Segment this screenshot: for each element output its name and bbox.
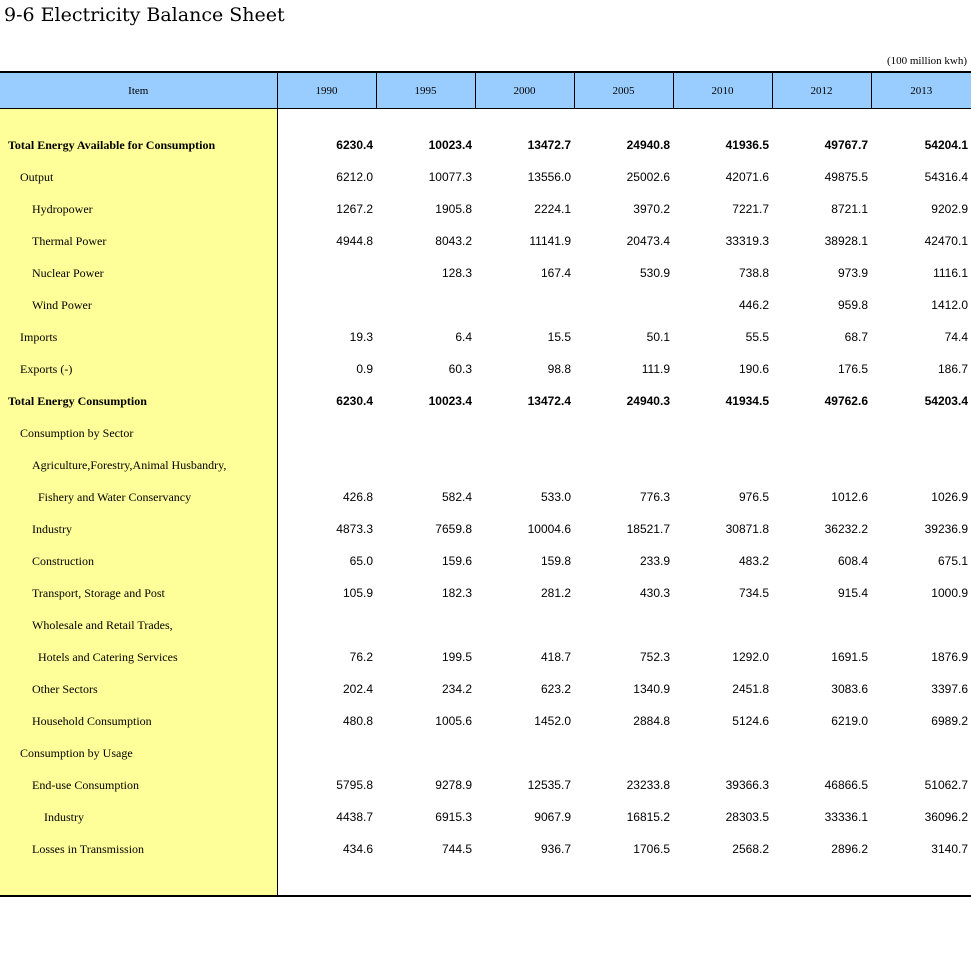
value-cell: 1267.2 xyxy=(336,202,373,216)
value-cell xyxy=(574,609,673,641)
value-cell: 13472.7 xyxy=(527,138,571,152)
value-cell: 1876.9 xyxy=(931,650,968,664)
value-cell xyxy=(772,449,871,481)
value-cell xyxy=(376,449,475,481)
value-cell xyxy=(277,609,376,641)
value-cell: 434.6 xyxy=(342,842,373,856)
value-cell: 2884.8 xyxy=(633,714,670,728)
table-row xyxy=(0,513,971,545)
spacer-row xyxy=(0,865,971,896)
value-cell: 976.5 xyxy=(738,490,769,504)
header-year: 2010 xyxy=(673,72,772,109)
value-cell xyxy=(277,289,376,321)
value-cell: 7221.7 xyxy=(732,202,769,216)
row-label: Industry xyxy=(0,513,277,545)
value-cell: 202.4 xyxy=(342,682,373,696)
value-cell: 190.6 xyxy=(738,362,769,376)
value-cell: 6212.0 xyxy=(336,170,373,184)
row-label: Total Energy Available for Consumption xyxy=(0,129,277,161)
value-cell xyxy=(277,449,376,481)
value-cell: 11141.9 xyxy=(529,234,571,248)
table-row xyxy=(0,449,971,481)
row-label: Consumption by Sector xyxy=(0,417,277,449)
value-cell xyxy=(277,257,376,289)
table-row xyxy=(0,353,971,385)
value-cell: 128.3 xyxy=(441,266,472,280)
row-label: Agriculture,Forestry,Animal Husbandry, xyxy=(0,449,277,481)
table-row xyxy=(0,289,971,321)
value-cell: 33319.3 xyxy=(725,234,769,248)
value-cell xyxy=(574,417,673,449)
table-row xyxy=(0,321,971,353)
row-label: Construction xyxy=(0,545,277,577)
value-cell: 25002.6 xyxy=(626,170,670,184)
table-row xyxy=(0,161,971,193)
value-cell: 4438.7 xyxy=(336,810,373,824)
table-row xyxy=(0,737,971,769)
value-cell: 2451.8 xyxy=(732,682,769,696)
value-cell: 24940.8 xyxy=(626,138,670,152)
value-cell: 6989.2 xyxy=(931,714,968,728)
value-cell: 530.9 xyxy=(639,266,670,280)
value-cell: 98.8 xyxy=(547,362,571,376)
value-cell xyxy=(475,449,574,481)
value-cell: 19.3 xyxy=(349,330,373,344)
value-cell: 1000.9 xyxy=(931,586,968,600)
row-label: Total Energy Consumption xyxy=(0,385,277,417)
value-cell: 54203.4 xyxy=(924,394,968,408)
value-cell: 49875.5 xyxy=(824,170,868,184)
value-cell xyxy=(772,737,871,769)
value-cell: 10023.4 xyxy=(428,138,472,152)
row-label: Fishery and Water Conservancy xyxy=(0,481,277,513)
table-row xyxy=(0,545,971,577)
value-cell: 39236.9 xyxy=(924,522,968,536)
value-cell: 167.4 xyxy=(540,266,571,280)
value-cell: 2224.1 xyxy=(534,202,571,216)
value-cell: 1116.1 xyxy=(933,266,968,280)
row-label: Household Consumption xyxy=(0,705,277,737)
value-cell: 6230.4 xyxy=(336,394,373,408)
value-cell: 752.3 xyxy=(639,650,670,664)
value-cell: 936.7 xyxy=(540,842,571,856)
value-cell xyxy=(673,417,772,449)
value-cell: 159.6 xyxy=(441,554,472,568)
header-year: 2005 xyxy=(574,72,673,109)
value-cell: 33336.1 xyxy=(824,810,868,824)
value-cell xyxy=(574,289,673,321)
value-cell: 483.2 xyxy=(738,554,769,568)
value-cell: 13472.4 xyxy=(527,394,571,408)
row-label: Imports xyxy=(0,321,277,353)
value-cell: 1905.8 xyxy=(435,202,472,216)
value-cell: 41936.5 xyxy=(725,138,769,152)
value-cell: 42470.1 xyxy=(924,234,968,248)
table-row xyxy=(0,225,971,257)
value-cell: 54316.4 xyxy=(924,170,968,184)
value-cell: 36096.2 xyxy=(924,810,968,824)
value-cell: 10023.4 xyxy=(428,394,472,408)
value-cell: 734.5 xyxy=(738,586,769,600)
value-cell: 5124.6 xyxy=(732,714,769,728)
value-cell: 608.4 xyxy=(837,554,868,568)
header-year: 1995 xyxy=(376,72,475,109)
value-cell: 10004.6 xyxy=(527,522,571,536)
value-cell: 55.5 xyxy=(745,330,769,344)
value-cell xyxy=(475,417,574,449)
value-cell: 30871.8 xyxy=(725,522,769,536)
value-cell: 973.9 xyxy=(837,266,868,280)
table-row xyxy=(0,609,971,641)
row-label: Transport, Storage and Post xyxy=(0,577,277,609)
value-cell: 9202.9 xyxy=(931,202,968,216)
value-cell: 74.4 xyxy=(944,330,968,344)
table-row xyxy=(0,193,971,225)
value-cell xyxy=(277,417,376,449)
table-row xyxy=(0,769,971,801)
header-item: Item xyxy=(0,72,277,109)
value-cell: 430.3 xyxy=(639,586,670,600)
row-label: Exports (-) xyxy=(0,353,277,385)
value-cell: 65.0 xyxy=(349,554,373,568)
value-cell: 915.4 xyxy=(837,586,868,600)
value-cell: 186.7 xyxy=(937,362,968,376)
value-cell: 3083.6 xyxy=(831,682,868,696)
header-year: 2000 xyxy=(475,72,574,109)
value-cell: 1706.5 xyxy=(633,842,670,856)
value-cell xyxy=(475,289,574,321)
value-cell: 675.1 xyxy=(937,554,968,568)
row-label: Output xyxy=(0,161,277,193)
value-cell: 6915.3 xyxy=(435,810,472,824)
table-row xyxy=(0,801,971,833)
value-cell xyxy=(772,609,871,641)
value-cell: 3970.2 xyxy=(633,202,670,216)
table-row xyxy=(0,481,971,513)
value-cell: 2568.2 xyxy=(732,842,769,856)
row-label: Other Sectors xyxy=(0,673,277,705)
value-cell: 49762.6 xyxy=(824,394,868,408)
value-cell: 1452.0 xyxy=(534,714,571,728)
value-cell xyxy=(376,289,475,321)
value-cell: 23233.8 xyxy=(626,778,670,792)
value-cell: 1026.9 xyxy=(931,490,968,504)
value-cell xyxy=(673,609,772,641)
value-cell: 2896.2 xyxy=(831,842,868,856)
value-cell: 46866.5 xyxy=(824,778,868,792)
balance-table xyxy=(0,71,971,897)
value-cell xyxy=(871,417,971,449)
table-row xyxy=(0,641,971,673)
value-cell: 5795.8 xyxy=(336,778,373,792)
item-cell xyxy=(0,109,277,130)
table-row xyxy=(0,833,971,865)
table-row xyxy=(0,257,971,289)
value-cell: 623.2 xyxy=(540,682,571,696)
unit-label: (100 million kwh) xyxy=(886,55,967,67)
value-cell xyxy=(673,449,772,481)
value-cell: 68.7 xyxy=(844,330,868,344)
value-cell: 6219.0 xyxy=(831,714,868,728)
value-cell xyxy=(574,449,673,481)
value-cell: 199.5 xyxy=(441,650,472,664)
value-cell: 744.5 xyxy=(441,842,472,856)
page-title: 9-6 Electricity Balance Sheet xyxy=(4,4,285,26)
value-cell: 1012.6 xyxy=(831,490,868,504)
value-cell: 39366.3 xyxy=(725,778,769,792)
row-label: Industry xyxy=(0,801,277,833)
value-cell: 9278.9 xyxy=(435,778,472,792)
value-cell: 42071.6 xyxy=(725,170,769,184)
row-label: Hydropower xyxy=(0,193,277,225)
value-cell xyxy=(574,737,673,769)
value-cell: 16815.2 xyxy=(626,810,670,824)
value-cell: 60.3 xyxy=(448,362,472,376)
value-cell xyxy=(475,737,574,769)
row-label: Wholesale and Retail Trades, xyxy=(0,609,277,641)
value-cell: 18521.7 xyxy=(626,522,670,536)
value-cell: 50.1 xyxy=(646,330,670,344)
value-cell: 0.9 xyxy=(356,362,373,376)
value-cell: 1005.6 xyxy=(435,714,472,728)
value-cell: 7659.8 xyxy=(435,522,472,536)
value-cell: 281.2 xyxy=(540,586,571,600)
value-cell: 234.2 xyxy=(441,682,472,696)
value-cell: 49767.7 xyxy=(824,138,868,152)
value-cell xyxy=(871,609,971,641)
value-cell: 54204.1 xyxy=(924,138,968,152)
value-cell: 8043.2 xyxy=(435,234,472,248)
value-cell xyxy=(871,737,971,769)
value-cell: 20473.4 xyxy=(626,234,670,248)
table-row xyxy=(0,673,971,705)
row-label: Nuclear Power xyxy=(0,257,277,289)
value-cell: 28303.5 xyxy=(725,810,769,824)
value-cell xyxy=(376,609,475,641)
value-cell: 51062.7 xyxy=(924,778,968,792)
value-cell xyxy=(871,449,971,481)
header-year: 2012 xyxy=(772,72,871,109)
table-row xyxy=(0,385,971,417)
value-cell: 3397.6 xyxy=(931,682,968,696)
value-cell xyxy=(673,737,772,769)
row-label: Consumption by Usage xyxy=(0,737,277,769)
value-cell xyxy=(475,609,574,641)
value-cell: 533.0 xyxy=(540,490,571,504)
value-cell: 176.5 xyxy=(837,362,868,376)
value-cell: 1691.5 xyxy=(831,650,868,664)
row-label: End-use Consumption xyxy=(0,769,277,801)
value-cell: 1412.0 xyxy=(931,298,968,312)
value-cell: 8721.1 xyxy=(831,202,868,216)
table-row xyxy=(0,577,971,609)
value-cell: 426.8 xyxy=(342,490,373,504)
value-cell: 15.5 xyxy=(547,330,571,344)
value-cell: 24940.3 xyxy=(626,394,670,408)
row-label: Thermal Power xyxy=(0,225,277,257)
table-row xyxy=(0,417,971,449)
value-cell: 1340.9 xyxy=(633,682,670,696)
value-cell: 38928.1 xyxy=(824,234,868,248)
row-label: Losses in Transmission xyxy=(0,833,277,865)
value-cell: 738.8 xyxy=(738,266,769,280)
value-cell: 446.2 xyxy=(738,298,769,312)
value-cell: 480.8 xyxy=(342,714,373,728)
row-label: Hotels and Catering Services xyxy=(0,641,277,673)
value-cell: 418.7 xyxy=(540,650,571,664)
value-cell: 111.9 xyxy=(641,362,670,376)
spacer-row xyxy=(0,109,971,130)
value-cell: 159.8 xyxy=(540,554,571,568)
value-cell xyxy=(376,417,475,449)
value-cell xyxy=(772,417,871,449)
value-cell: 582.4 xyxy=(441,490,472,504)
value-cell: 13556.0 xyxy=(527,170,571,184)
value-cell: 182.3 xyxy=(441,586,472,600)
value-cell: 233.9 xyxy=(639,554,670,568)
value-cell: 41934.5 xyxy=(725,394,769,408)
value-cell xyxy=(277,737,376,769)
value-cell: 959.8 xyxy=(837,298,868,312)
value-cell: 6.4 xyxy=(455,330,472,344)
value-cell: 3140.7 xyxy=(931,842,968,856)
item-cell xyxy=(0,865,277,896)
value-cell: 105.9 xyxy=(342,586,373,600)
row-label: Wind Power xyxy=(0,289,277,321)
value-cell: 12535.7 xyxy=(527,778,571,792)
value-cell: 6230.4 xyxy=(336,138,373,152)
value-cell: 76.2 xyxy=(349,650,373,664)
header-year: 1990 xyxy=(277,72,376,109)
value-cell xyxy=(376,737,475,769)
header-year: 2013 xyxy=(871,72,971,109)
value-cell: 9067.9 xyxy=(534,810,571,824)
value-cell: 10077.3 xyxy=(428,170,472,184)
value-cell: 4873.3 xyxy=(336,522,373,536)
value-cell: 1292.0 xyxy=(732,650,769,664)
header-row xyxy=(0,72,971,109)
value-cell: 36232.2 xyxy=(824,522,868,536)
table-row xyxy=(0,705,971,737)
value-cell: 4944.8 xyxy=(336,234,373,248)
value-cell: 776.3 xyxy=(639,490,670,504)
table-row xyxy=(0,129,971,161)
